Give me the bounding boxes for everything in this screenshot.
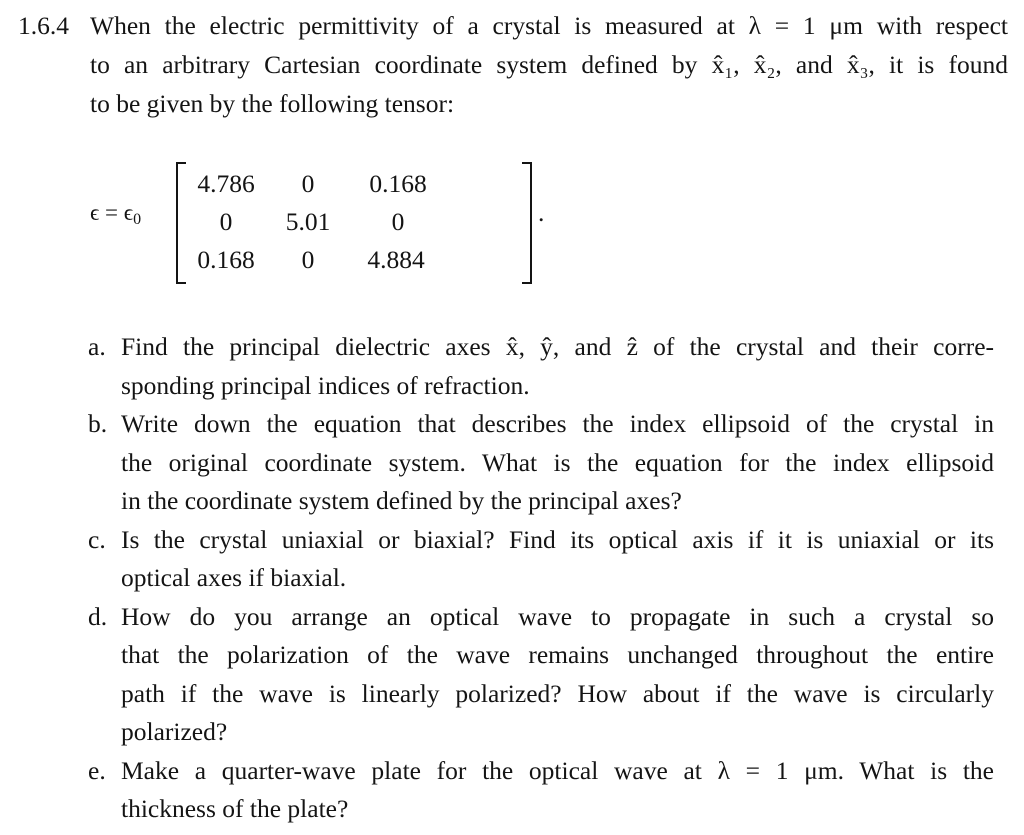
permittivity-matrix [176,162,532,284]
part-letter: d. [88,601,108,631]
part-letter: c. [88,524,106,554]
part-line: that the polarization of the wave remains unchanged throughout the entire [121,640,994,669]
part-c [88,521,994,598]
intro-line: When the electric permittivity of a crystal is measured at λ = 1 μm with respect [90,11,1008,40]
problem-statement [18,6,1008,123]
part-line: Make a quarter-wave plate for the optical wave at λ = 1 μm. What is the [121,755,994,785]
part-text [121,598,994,752]
part-text [121,405,994,521]
part-line: polarized? [121,717,228,746]
part-text [121,752,994,829]
part-line: thickness of the plate? [121,794,349,823]
epsilon-symbol: ϵ = ϵ [90,200,134,225]
part-line: How do you arrange an optical wave to propagate in such a crystal so [121,601,994,631]
part-d [88,598,994,752]
part-line: Find the principal dielectric axes x̂, ŷ, and ẑ of the crystal and their corre- [121,332,994,361]
problem-parts [88,328,994,829]
matrix-cell: 0 [219,207,233,236]
part-line: optical axes if biaxial. [121,563,347,592]
matrix-cell: 4.786 [197,169,255,198]
matrix-cell: 0 [301,169,315,198]
part-line: sponding principal indices of refraction. [121,370,530,400]
matrix-cell: 0.168 [369,169,427,198]
epsilon-subscript: 0 [133,211,142,228]
matrix-right-bracket [522,162,532,284]
part-a [88,328,994,405]
part-letter: a. [88,332,106,361]
part-line: Write down the equation that describes the index ellipsoid of the crystal in [121,409,994,438]
part-line: Is the crystal uniaxial or biaxial? Find its optical axis if it is uniaxial or its [121,524,994,554]
part-b [88,405,994,521]
part-letter: e. [88,755,106,785]
matrix-cell: 0.168 [197,245,255,274]
part-text [121,328,994,405]
matrix-cell: 4.884 [367,245,425,274]
part-text [121,521,994,598]
problem-intro [90,6,1008,123]
matrix-cell: 0 [301,245,315,274]
matrix-cell: 5.01 [285,207,331,236]
part-letter: b. [88,409,108,438]
intro-line: to be given by the following tensor: [90,89,455,118]
intro-line: to an arbitrary Cartesian coordinate system defined by x̂₁, x̂₂, and x̂₃, it is found [90,50,1008,79]
equation-lhs [90,200,141,229]
part-line: the original coordinate system. What is the equation for the index ellipsoid [121,447,994,477]
part-line: in the coordinate system defined by the principal axes? [121,486,682,515]
problem-number: 1.6.4 [18,11,69,40]
permittivity-equation [90,158,545,288]
part-line: path if the wave is linearly polarized? How about if the wave is circularly [121,678,994,708]
part-e [88,752,994,829]
equation-period: . [538,198,545,227]
matrix-cell: 0 [391,207,405,236]
